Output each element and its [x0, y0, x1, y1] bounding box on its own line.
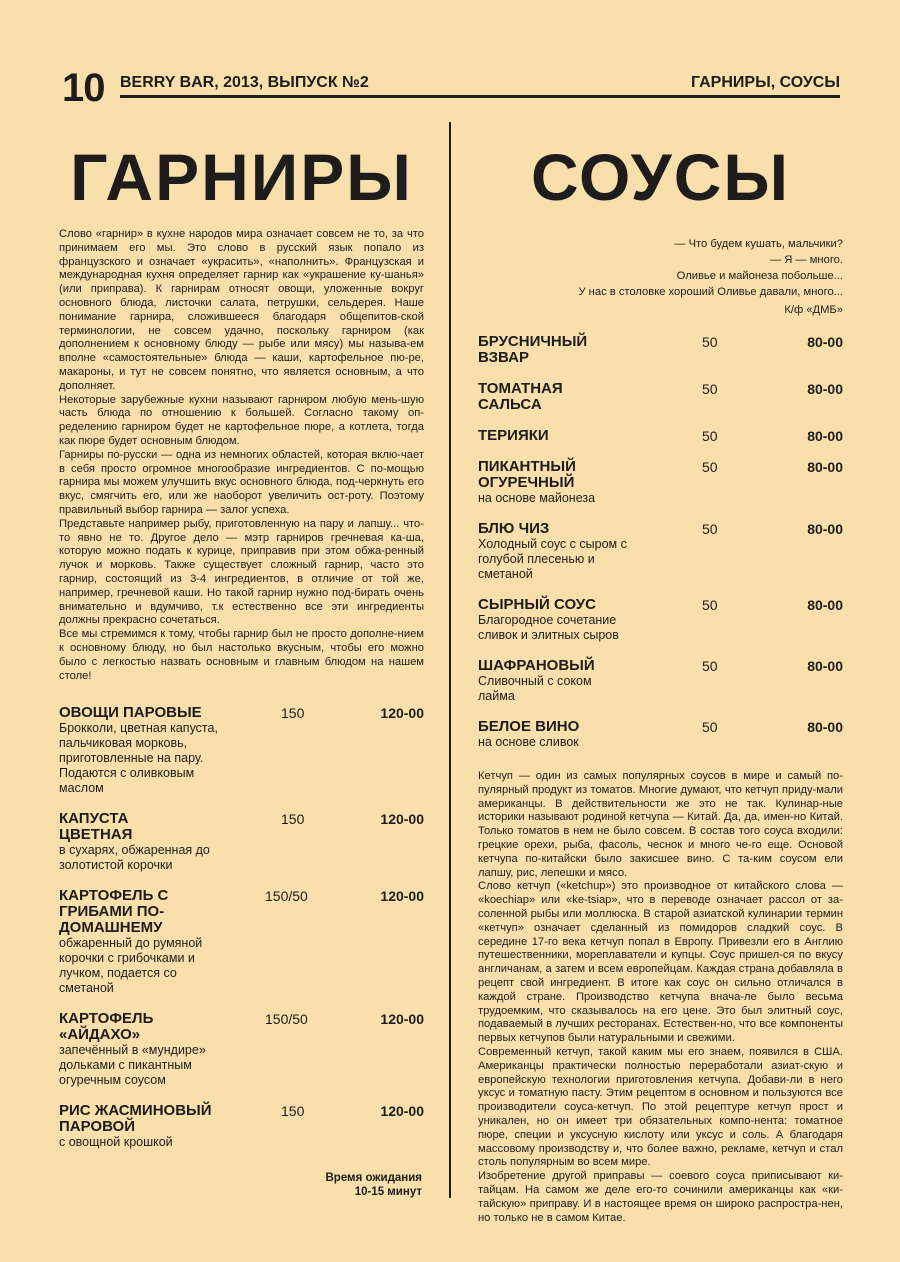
item-description: запечённый в «мундире» дольками с пикантным огуречным соусом	[59, 1043, 206, 1088]
menu-item	[478, 381, 843, 413]
sauces-menu	[478, 334, 843, 750]
item-name: СЫРНЫЙ СОУС	[478, 596, 596, 613]
item-weight: 50	[702, 428, 718, 444]
item-price: 120-00	[380, 811, 424, 828]
item-name: БЛЮ ЧИЗ	[478, 520, 550, 537]
ketchup-article	[478, 770, 843, 1225]
item-name: КАРТОФЕЛЬ «АЙДАХО»	[59, 1010, 154, 1044]
sauces-column	[478, 120, 843, 1225]
epigraph-source: К/ф «ДМБ»	[784, 304, 843, 316]
item-description: Сливочный с соком лайма	[478, 674, 592, 703]
item-price: 80-00	[807, 597, 843, 613]
item-price: 120-00	[380, 1011, 424, 1028]
item-description: Брокколи, цветная капуста, пальчиковая морковь, приготовленные на пару. Подаются с оливковым маслом	[59, 721, 218, 796]
epigraph-line: У нас в столовке хороший Оливье давали, много...	[578, 286, 843, 298]
menu-item	[59, 1103, 424, 1150]
item-weight: 150/50	[265, 888, 308, 905]
garnishes-heading: ГАРНИРЫ	[70, 140, 413, 214]
garnishes-column	[59, 120, 424, 1165]
item-description: с овощной крошкой	[59, 1135, 173, 1150]
article-paragraph: Изобретение другой приправы — соевого соуса приписывают ки-тайцам. На самом же деле его-то сочинили американцы как «ки-тайскую» приправу. И в настоящее время он широко распростра-нен, но только не в самом Китае.	[478, 1170, 843, 1224]
article-paragraph: Кетчуп — один из самых популярных соусов в мире и самый по-пулярный продукт из томатов. Многие думают, что кетчуп приду-мали американцы. В действительности же это не так. Кулинар-ные историки называют родиной кетчупа — Китай. Да, да, имен-но Китай. Только томатов в нем не было совсем. В состав того соуса входили: грецкие орехи, рыба, фасоль, чеснок и много че-го еще. Основой кетчупа по-китайски было закисшее вино. С та-ким соусом ели лапшу, рис, лепешки и мясо.	[478, 770, 843, 879]
page-number: 10	[62, 66, 105, 110]
item-name: КАПУСТА ЦВЕТНАЯ	[59, 810, 133, 844]
waiting-time-value: 10-15 минут	[354, 1186, 422, 1198]
item-weight: 50	[702, 521, 718, 537]
item-price: 120-00	[380, 888, 424, 905]
item-name: БРУСНИЧНЫЙ ВЗВАР	[478, 333, 588, 366]
item-weight: 50	[702, 459, 718, 475]
item-price: 80-00	[807, 658, 843, 674]
item-name: ТОМАТНАЯ САЛЬСА	[478, 380, 563, 413]
menu-item	[478, 719, 843, 750]
item-name: ОВОЩИ ПАРОВЫЕ	[59, 704, 202, 722]
item-name: БЕЛОЕ ВИНО	[478, 718, 580, 735]
item-price: 80-00	[807, 719, 843, 735]
waiting-time-label: Время ожидания	[325, 1172, 422, 1184]
menu-item	[59, 705, 424, 796]
item-weight: 50	[702, 381, 718, 397]
intro-paragraph: Гарниры по-русски — одна из немногих областей, которая вклю-чает в себя просто огромное многообразие ингредиентов. С по-мощью гарнира мы можем улучшить вкус основного блюда, под-черкнуть его вкус, смягчить его, или же наоборот увеличить ост-роту. Поэтому правильный выбор гарнира — залог успеха.	[59, 448, 424, 516]
item-price: 80-00	[807, 334, 843, 350]
menu-item	[478, 459, 843, 506]
item-description: обжаренный до румяной корочки с грибочками и лучком, подается со сметаной	[59, 936, 203, 996]
item-description: Холодный соус с сыром с голубой плесенью и сметаной	[478, 537, 627, 581]
article-paragraph: Слово кетчуп («ketchup») это производное от китайского слова — «koechiap» или «ke-tsiap», что в переводе означает рассол от за-соленной рыбы или моллюска. В старой азиатской кулинарии термин «кетчуп» означает сделанный из помидоров сладкий соус. В середине 17-го века кетчуп попал в Европу. Привезли его в Англию путешественники, мореплаватели и купцы. Соус пришел-ся по вкусу англичанам, а затем и всем европейцам. Каждая страна добавляла в рецепт свой ингредиент. В итоге как соус он сильно отличался в каждой стране. Производство кетчупа внача-ле было весьма трудоемким, что сказывалось на его цене. Это был элитный соус, подаваемый в лучших ресторанах. Естествен-но, что все компоненты первых кетчупов были натуральными и свежими.	[478, 880, 843, 1045]
publication-title: BERRY BAR, 2013, ВЫПУСК №2	[120, 74, 369, 91]
section-title: ГАРНИРЫ, СОУСЫ	[691, 74, 840, 91]
item-name: ПИКАНТНЫЙ ОГУРЕЧНЫЙ	[478, 458, 576, 491]
menu-item	[478, 597, 843, 643]
item-description: Благородное сочетание сливок и элитных сыров	[478, 613, 619, 642]
menu-item	[478, 521, 843, 582]
epigraph-line: — Я — много.	[769, 254, 843, 266]
item-weight: 150/50	[265, 1011, 308, 1028]
item-name: РИС ЖАСМИНОВЫЙ ПАРОВОЙ	[59, 1102, 212, 1136]
epigraph	[478, 236, 843, 300]
menu-item	[59, 888, 424, 996]
menu-item	[478, 658, 843, 704]
column-divider	[449, 122, 451, 1198]
intro-paragraph: Все мы стремимся к тому, чтобы гарнир был не просто дополне-нием к основному блюду, но был настолько вкусным, чтобы его можно было с легкостью назвать основным и главным блюдом на нашем столе!	[59, 628, 424, 682]
menu-item	[478, 334, 843, 366]
item-weight: 150	[281, 705, 305, 722]
article-paragraph: Современный кетчуп, такой каким мы его знаем, появился в США. Американцы практически полностью переработали азиат-скую и европейскую технологии приготовления кетчупа. Добави-ли в него уксус и томатную пасту. Этим рецептом в основном и пользуются все производители соуса-кетчуп. По этой рецептуре кетчуп прост и уникален, но он имеет три обязательных компо-нента: томатное пюре, специи и уксусную кислоту или уксус и соль. А благодаря массовому производству и, что более важно, рекламе, кетчуп и стал столь популярным во всем мире.	[478, 1045, 843, 1169]
item-weight: 150	[281, 811, 305, 828]
item-name: КАРТОФЕЛЬ С ГРИБАМИ ПО-ДОМАШНЕМУ	[59, 887, 169, 937]
intro-paragraph: Некоторые зарубежные кухни называют гарниром любую мень-шую часть блюда по отношению к большей. Согласно такому оп-ределению гарниром будет не картофельное пюре, а котлета, тогда как пюре будет основным блюдом.	[59, 393, 424, 447]
item-price: 80-00	[807, 381, 843, 397]
item-weight: 50	[702, 719, 718, 735]
intro-paragraph: Слово «гарнир» в кухне народов мира означает совсем не то, за что принимаем его мы. Это слово в русский язык попало из французского и означает «украсить», «наполнить». Французская и международная кухня определяет гарнир как «украшение ку-шанья» (или приправа). К гарнирам относят овощи, уложенные вокруг основного блюда, листочки салата, петрушки, сельдерея. Наше понимание гарнира, сложившееся благодаря общепитов-ской терминологии, не совсем удачно, поскольку гарниром (как дополнением к основному блюду — рыбе или мясу) мы называ-ем вполне «самостоятельные» блюда — каши, картофельное пю-ре, макароны, и тут не совсем понятно, что является основным, а что дополняет.	[59, 228, 424, 392]
item-weight: 150	[281, 1103, 305, 1120]
garnishes-intro	[59, 228, 424, 683]
item-description: на основе сливок	[478, 735, 579, 749]
item-description: в сухарях, обжаренная до золотистой корочки	[59, 843, 210, 873]
menu-item	[59, 811, 424, 873]
garnishes-menu	[59, 705, 424, 1150]
item-weight: 50	[702, 658, 718, 674]
menu-item	[59, 1011, 424, 1088]
item-description: на основе майонеза	[478, 491, 596, 505]
header-rule	[120, 95, 840, 98]
epigraph-line: — Что будем кушать, мальчики?	[674, 238, 843, 250]
item-name: ТЕРИЯКИ	[478, 427, 549, 444]
item-name: ШАФРАНОВЫЙ	[478, 657, 595, 674]
item-price: 120-00	[380, 1103, 424, 1120]
waiting-time-note	[59, 1171, 422, 1199]
item-price: 80-00	[807, 459, 843, 475]
page-header	[62, 66, 840, 110]
item-price: 120-00	[380, 705, 424, 722]
item-price: 80-00	[807, 428, 843, 444]
item-price: 80-00	[807, 521, 843, 537]
epigraph-line: Оливье и майонеза побольше...	[676, 270, 843, 282]
intro-paragraph: Представьте например рыбу, приготовленную на пару и лапшу... что-то явно не то. Другое дело — мэтр гарниров гречневая ка-ша, которую можно подать к курице, приправив при этом обжа-ренный лучок и морковь. Также существует сложный гарнир, часто это гарнир, состоящий из 3-4 ингредиентов, в отличие от той же, например, гречневой каши. Но такой гарнир нужно под-бирать очень внимательно и вдумчиво, т.к естественно все эти ингредиенты должны прекрасно сочетаться.	[59, 517, 424, 627]
item-weight: 50	[702, 334, 718, 350]
item-weight: 50	[702, 597, 718, 613]
sauces-heading: СОУСЫ	[530, 140, 791, 214]
menu-item	[478, 428, 843, 444]
